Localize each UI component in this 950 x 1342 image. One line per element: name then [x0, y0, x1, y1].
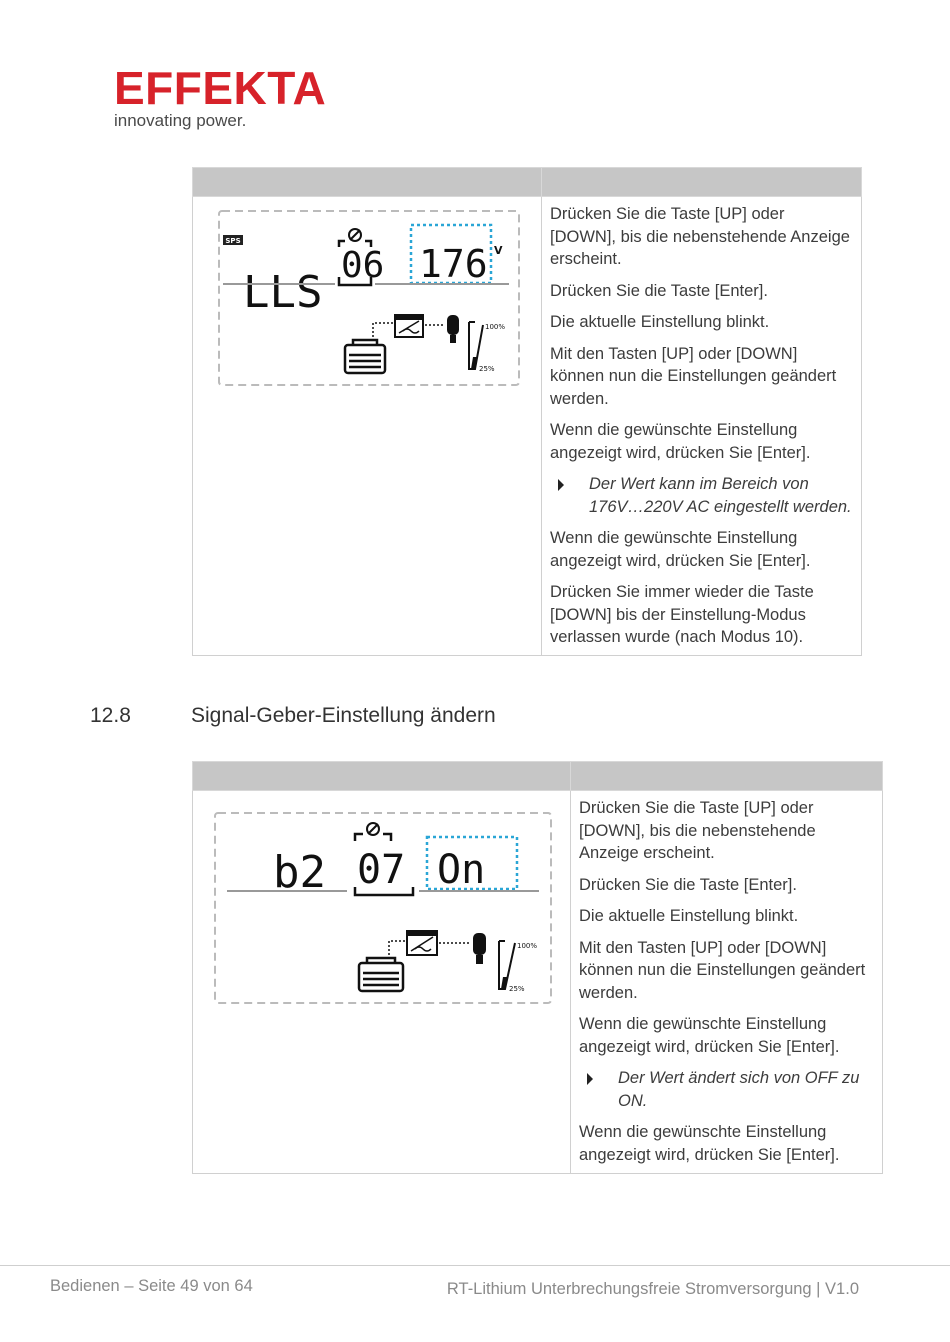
- lcd-display-illustration: [193, 791, 571, 1011]
- battery-icon: [345, 340, 385, 373]
- instruction-paragraph: Die aktuelle Einstellung blinkt.: [579, 907, 799, 925]
- gauge-high-label: 100%: [485, 323, 506, 331]
- section-title: Signal-Geber-Einstellung ändern: [191, 704, 496, 727]
- gauge-low-label: 25%: [479, 365, 495, 373]
- instructions-cell: [571, 791, 883, 1174]
- footer-divider: [0, 1265, 950, 1266]
- instruction-paragraph: Wenn die gewünschte Einstellung angezeigt wird, drücken Sie [Enter].: [579, 1015, 840, 1056]
- instruction-paragraph: Wenn die gewünschte Einstellung angezeigt wird, drücken Sie [Enter].: [579, 1123, 840, 1164]
- table-header-cell: [193, 762, 571, 791]
- instruction-paragraph: Drücken Sie die Taste [Enter].: [550, 281, 768, 300]
- instruction-paragraph: Die aktuelle Einstellung blinkt.: [550, 313, 770, 331]
- logo-wordmark: EFFEKTA: [114, 62, 327, 114]
- bulb-icon: [473, 933, 486, 964]
- inverter-icon: [395, 315, 423, 337]
- note-text: Der Wert ändert sich von OFF zu ON.: [618, 1069, 860, 1110]
- load-gauge-icon: [499, 941, 537, 993]
- table-header-cell: [193, 168, 542, 197]
- footer-document-title: RT-Lithium Unterbrechungsfreie Stromversorgung | V1.0: [446, 1280, 859, 1298]
- instruction-paragraph: Drücken Sie immer wieder die Taste [DOWN] bis der Einstellung-Modus verlassen wurde (nach Modus 10).: [550, 583, 814, 646]
- logo-tagline: innovating power.: [114, 111, 247, 130]
- footer-page-info: Bedienen – Seite 49 von 64: [50, 1277, 253, 1295]
- battery-icon: [359, 958, 403, 991]
- table-row: [193, 197, 862, 656]
- lcd-mode: 07: [357, 847, 406, 893]
- settings-table-mode-07: [192, 761, 883, 1174]
- table-header-row: [193, 762, 883, 791]
- gauge-low-label: 25%: [509, 985, 525, 993]
- table-header-row: [193, 168, 862, 197]
- lcd-mode: 06: [341, 245, 385, 286]
- instructions-cell: [542, 197, 862, 656]
- bulb-icon: [447, 315, 459, 343]
- load-gauge-icon: [469, 322, 505, 373]
- note-item: [579, 1067, 874, 1112]
- settings-table-mode-06: [192, 167, 862, 656]
- lcd-unit: V: [494, 244, 503, 257]
- lcd-display-illustration: [193, 197, 542, 397]
- lcd-display-cell: [193, 197, 542, 656]
- lcd-code: b2: [273, 847, 326, 898]
- inverter-icon: [407, 931, 437, 955]
- table-header-cell: [571, 762, 883, 791]
- instruction-paragraph: Wenn die gewünschte Einstellung angezeigt wird, drücken Sie [Enter].: [550, 529, 811, 570]
- lcd-code: LLS: [243, 267, 323, 318]
- gauge-high-label: 100%: [517, 942, 538, 950]
- lcd-value: On: [437, 847, 486, 893]
- instruction-paragraph: Wenn die gewünschte Einstellung angezeigt wird, drücken Sie [Enter].: [550, 421, 811, 462]
- instruction-paragraph: Drücken Sie die Taste [UP] oder [DOWN], bis die nebenstehende Anzeige erscheint.: [579, 799, 816, 862]
- note-text: Der Wert kann im Bereich von 176V…220V AC eingestellt werden.: [589, 475, 852, 516]
- table-row: [193, 791, 883, 1174]
- note-item: [550, 473, 853, 518]
- sps-badge-label: SPS: [225, 237, 241, 245]
- company-logo: [114, 62, 327, 131]
- table-header-cell: [542, 168, 862, 197]
- triangle-bullet-icon: [558, 479, 564, 491]
- instruction-paragraph: Mit den Tasten [UP] oder [DOWN] können nun die Einstellungen geändert werden.: [550, 344, 837, 408]
- triangle-bullet-icon: [587, 1073, 593, 1085]
- instruction-paragraph: Drücken Sie die Taste [Enter].: [579, 875, 797, 894]
- section-number: 12.8: [90, 704, 131, 727]
- lcd-display-cell: [193, 791, 571, 1174]
- lcd-value: 176: [419, 242, 488, 286]
- instruction-paragraph: Drücken Sie die Taste [UP] oder [DOWN], bis die nebenstehende Anzeige erscheint.: [550, 205, 850, 268]
- instruction-paragraph: Mit den Tasten [UP] oder [DOWN] können nun die Einstellungen geändert werden.: [579, 938, 866, 1002]
